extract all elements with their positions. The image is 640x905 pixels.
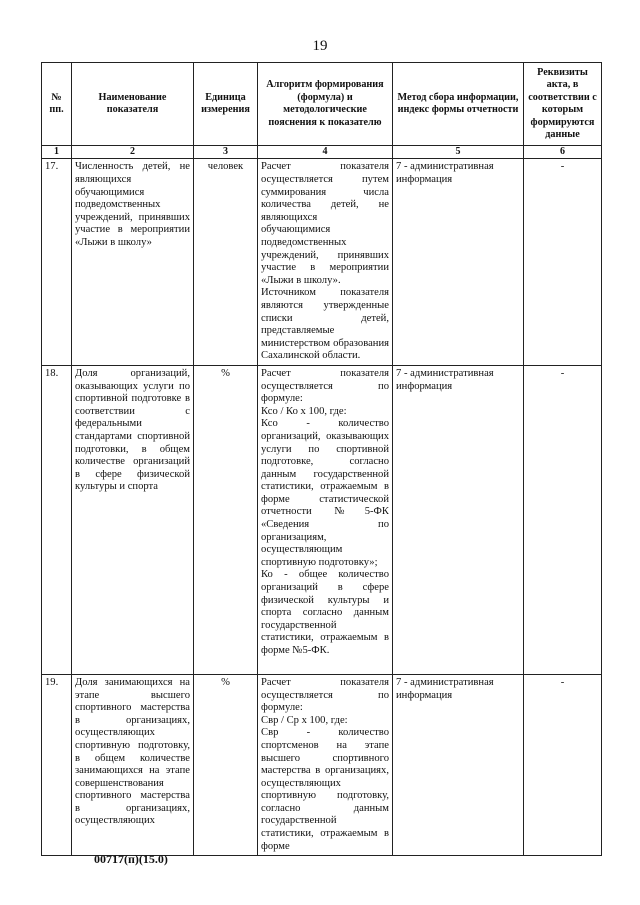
algorithm-paragraph: Источником показателя являются утвержденные списки детей, представляемые министерством образования Сахалинской области. xyxy=(261,287,389,362)
algorithm-cell xyxy=(258,674,393,855)
algorithm-formula: Свр / Ср х 100, где: xyxy=(261,714,348,726)
algorithm-paragraph: Расчет показателя осуществляется по формуле: xyxy=(261,676,389,714)
collection-method: 7 - административная информация xyxy=(393,365,524,674)
document-code: 00717(п)(15.0) xyxy=(94,852,168,866)
page-number: 19 xyxy=(312,38,328,54)
header-method: Метод сбора информации, индекс формы отчетности xyxy=(393,63,524,146)
table-row xyxy=(42,159,602,366)
header-requisites: Реквизиты акта, в соответствии с которым формируются данные xyxy=(524,63,602,146)
indicator-name: Численность детей, не являющихся обучающимися подведомственных учреждений, принявших участие в мероприятии «Лыжи в школу» xyxy=(72,159,194,366)
row-number: 19. xyxy=(42,674,72,855)
header-unit: Единица измерения xyxy=(194,63,258,146)
algorithm-cell xyxy=(258,159,393,366)
column-number: 2 xyxy=(72,146,194,159)
collection-method: 7 - административная информация xyxy=(393,159,524,366)
algorithm-paragraph: Расчет показателя осуществляется путем суммирования числа количества детей, не являющихся обучающимися подведомственных учреждений, принявших участие в мероприятии «Лыжи в школу». xyxy=(261,161,389,286)
algorithm-paragraph: Расчет показателя осуществляется по формуле: xyxy=(261,367,389,405)
column-number: 5 xyxy=(393,146,524,159)
table-row xyxy=(42,365,602,674)
table-header-row xyxy=(42,63,602,146)
algorithm-paragraph: Свр - количество спортсменов на этапе высшего спортивного мастерства в организациях, осуществляющих спортивную подготовку, согласно данным государственной статистики, отражаемым в форме xyxy=(261,727,389,852)
algorithm-paragraph: Ксо - количество организаций, оказывающих услуги по спортивной подготовке, согласно данным государственной статистики, отражаемым в форме статистической отчетности №5-ФК «Сведения по организациям, осуществляющим спортивную подготовку»; xyxy=(261,418,389,568)
indicator-name: Доля занимающихся на этапе высшего спортивного мастерства в организациях, осуществляющих спортивную подготовку, в общем количестве занимающихся на этапе совершенствования спортивного мастерства в организациях, осуществляющих xyxy=(72,674,194,855)
column-number: 4 xyxy=(258,146,393,159)
unit-of-measure: % xyxy=(194,674,258,855)
indicator-name: Доля организаций, оказывающих услуги по спортивной подготовке в соответствии с федеральными стандартами спортивной подготовки, в общем количестве организаций в сфере физической культуры и спорта xyxy=(72,365,194,674)
act-requisites: - xyxy=(524,674,602,855)
act-requisites: - xyxy=(524,365,602,674)
unit-of-measure: человек xyxy=(194,159,258,366)
collection-method: 7 - административная информация xyxy=(393,674,524,855)
algorithm-formula: Ксо / Ко х 100, где: xyxy=(261,405,347,417)
column-number: 1 xyxy=(42,146,72,159)
header-name: Наименование показателя xyxy=(72,63,194,146)
unit-of-measure: % xyxy=(194,365,258,674)
algorithm-cell xyxy=(258,365,393,674)
column-number: 3 xyxy=(194,146,258,159)
act-requisites: - xyxy=(524,159,602,366)
column-number: 6 xyxy=(524,146,602,159)
row-number: 18. xyxy=(42,365,72,674)
column-number-row xyxy=(42,146,602,159)
header-num: № пп. xyxy=(42,63,72,146)
header-algorithm: Алгоритм формирования (формула) и методологические пояснения к показателю xyxy=(258,63,393,146)
algorithm-paragraph: Ко - общее количество организаций в сфере физической культуры и спорта согласно данным государственной статистики, отражаемым в форме №5-ФК. xyxy=(261,569,389,656)
table-row xyxy=(42,674,602,855)
indicators-table xyxy=(41,62,602,856)
row-number: 17. xyxy=(42,159,72,366)
